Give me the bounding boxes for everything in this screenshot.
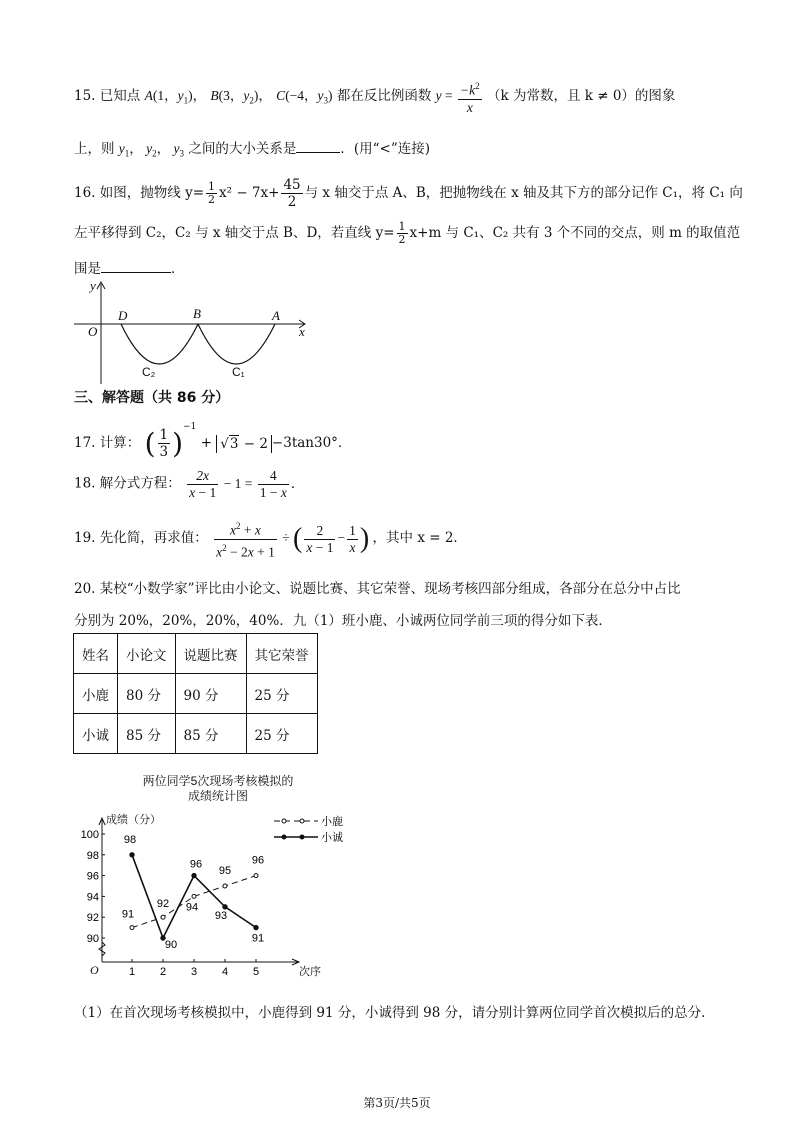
chart-title-line1: 两位同学5次现场考核模拟的 xyxy=(142,774,294,788)
curve-c2 xyxy=(121,324,198,364)
q19-tail: ，其中 x = 2． xyxy=(372,530,467,547)
point-b: B(3，$y_2$) xyxy=(210,87,259,106)
table-header: 姓名 xyxy=(74,634,118,674)
q19 xyxy=(74,518,467,560)
q15-line1: 15. 已知点 A(1，$y_1$)， B(3，$y_2$)， C(−4，$y_3$) 都在反比例函数 y = $\frac{-k^2}{x}$ （k 为常数，且 k ≠ 0）的图象 xyxy=(74,78,675,116)
point-a-label: A xyxy=(272,308,280,323)
data-point xyxy=(254,925,258,929)
point-d-label: D xyxy=(118,308,128,323)
origin-label: O xyxy=(88,324,98,339)
q15-line2 xyxy=(74,137,430,159)
question-number: 18. xyxy=(74,475,96,492)
chart-origin-label: O xyxy=(90,963,99,977)
data-point xyxy=(130,926,134,930)
q20-sub1-text: （1）在首次现场考核模拟中，小鹿得到 91 分，小诚得到 98 分，请分别计算两位同学首次模拟后的总分. xyxy=(74,1005,706,1021)
q15-text: 上，则 xyxy=(74,141,115,157)
q17: 17. 计算： ( $\frac{1}{3}$ )$^{-1}$ + √3 − 2 −3tan30°． xyxy=(74,422,352,460)
table-row xyxy=(74,714,318,754)
data-label: 96 xyxy=(189,858,203,871)
q20-line2 xyxy=(74,609,612,629)
table-header: 小论文 xyxy=(118,634,176,674)
q16-text: ． xyxy=(171,261,185,277)
fraction-half: $\frac{1}{2}$ xyxy=(398,220,406,246)
q15-text: 都在反比例函数 xyxy=(336,87,432,104)
data-point xyxy=(130,853,134,857)
data-point xyxy=(192,894,196,898)
table-cell: 85 分 xyxy=(118,714,176,754)
q19-label: 先化简，再求值： xyxy=(99,530,208,547)
data-label: 91 xyxy=(251,932,265,945)
q18-label: 解分式方程： xyxy=(99,475,181,492)
data-label: 90 xyxy=(164,939,178,951)
question-number: 19. xyxy=(74,530,96,547)
x-tick-label: 2 xyxy=(159,966,167,978)
exponent: −1 xyxy=(183,422,197,432)
curve-c2-label: C₂ xyxy=(142,365,156,379)
q16-line3 xyxy=(74,257,185,277)
legend-marker xyxy=(282,819,286,823)
data-label: 91 xyxy=(121,908,135,921)
q16-text: x+m 与 C₁、C₂ 共有 3 个不同的交点，则 m 的取值范 xyxy=(409,225,741,241)
curve-c1-label: C₁ xyxy=(232,365,245,379)
q16-line1 xyxy=(74,177,743,210)
question-number: 17. xyxy=(74,435,96,451)
data-point xyxy=(254,874,258,878)
table-header-row xyxy=(74,634,318,674)
q16-line2 xyxy=(74,221,740,246)
table-header: 其它荣誉 xyxy=(246,634,317,674)
x-tick-label: 1 xyxy=(128,966,136,978)
q15-text: 已知点 xyxy=(99,87,141,104)
answer-blank[interactable] xyxy=(296,152,340,153)
paren-open: ( xyxy=(144,427,156,460)
inverse-function: y = $\frac{-k^2}{x}$ xyxy=(436,88,487,103)
table-row xyxy=(74,674,318,714)
point-c: C(−4，$y_3$) xyxy=(276,87,333,106)
table-header: 说题比赛 xyxy=(175,634,246,674)
y-tick-label: 100 xyxy=(80,829,99,841)
answer-blank[interactable] xyxy=(101,272,171,273)
page-footer: 第3页/共5页 xyxy=(363,1096,431,1110)
q16-text: 与 x 轴交于点 A、B，把抛物线在 x 轴及其下方的部分记作 C₁，将 C₁ 向 xyxy=(304,185,743,201)
data-point xyxy=(223,905,227,909)
y-tick-label: 94 xyxy=(86,891,99,904)
table-cell: 25 分 xyxy=(246,714,317,754)
expression: $\frac{x^2 + x}{x^2 - 2x + 1}$ ÷ ( $\frac{2}{x - 1}$ − $\frac{1}{x}$ ) xyxy=(212,530,372,545)
q20-text: 某校“小数学家”评比由小论文、说题比赛、其它荣誉、现场考核四部分组成，各部分在总分中占比 xyxy=(99,581,681,597)
y-values: $y_1$， $y_2$， $y_3$ xyxy=(118,141,185,159)
data-label: 92 xyxy=(156,898,170,911)
x-axis-label: x xyxy=(299,324,305,339)
table-cell: 小诚 xyxy=(74,714,118,754)
legend-marker xyxy=(282,835,286,839)
q20-line1 xyxy=(74,577,681,597)
data-point xyxy=(192,873,196,877)
y-axis-title: 成绩（分） xyxy=(106,814,161,826)
section-title: 三、解答题（共 86 分） xyxy=(74,390,230,406)
point-a: A(1，$y_1$) xyxy=(144,87,193,106)
q16-text: x² − 7x+ xyxy=(219,185,280,201)
y-tick-label: 92 xyxy=(86,912,99,925)
chart-title-line2: 成绩统计图 xyxy=(187,789,249,803)
q16-text: 如图，抛物线 y= xyxy=(99,185,205,201)
data-label: 96 xyxy=(251,854,265,867)
question-number: 20. xyxy=(74,581,96,597)
q15-text: 之间的大小关系是 xyxy=(188,141,297,157)
y-tick-label: 98 xyxy=(86,849,99,862)
x-tick-label: 5 xyxy=(252,966,260,978)
table-cell: 90 分 xyxy=(175,674,246,714)
q17-tail: −3tan30°． xyxy=(271,435,352,451)
question-number: 15. xyxy=(74,87,96,104)
equation: $\frac{2x}{x - 1}$ − 1 = $\frac{4}{1 - x}$ ． xyxy=(189,468,305,500)
y-axis-label: y xyxy=(90,278,96,293)
q15-text: ．(用“<”连接) xyxy=(340,141,430,157)
q18 xyxy=(74,468,304,501)
fraction-one-third: $\frac{1}{3}$ xyxy=(159,427,169,460)
data-label: 98 xyxy=(123,833,137,846)
q20-text: 分别为 20%，20%，20%，40%．九（1）班小鹿、小诚两位同学前三项的得分如下表． xyxy=(74,613,612,629)
legend-marker xyxy=(300,835,304,839)
score-line-chart xyxy=(70,770,370,980)
data-label: 93 xyxy=(214,909,228,922)
absolute-value: √3 − 2 xyxy=(216,435,272,453)
fraction-half: $\frac{1}{2}$ xyxy=(208,180,216,206)
point-b-label: B xyxy=(193,306,201,321)
table-cell: 小鹿 xyxy=(74,674,118,714)
fraction-45-2: $\frac{45}{2}$ xyxy=(283,177,301,210)
q17-label: 计算： xyxy=(99,435,141,451)
x-tick-label: 3 xyxy=(190,966,198,978)
x-tick-label: 4 xyxy=(221,966,229,978)
y-tick-label: 96 xyxy=(86,870,99,883)
x-axis-title: 次序 xyxy=(299,966,321,978)
q16-text: 围是 xyxy=(74,261,101,277)
data-point xyxy=(223,884,227,888)
q16-text: 左平移得到 C₂，C₂ 与 x 轴交于点 B、D，若直线 y= xyxy=(74,225,395,241)
legend-label: 小诚 xyxy=(321,832,343,844)
table-cell: 25 分 xyxy=(246,674,317,714)
data-label: 94 xyxy=(185,901,199,914)
legend-marker xyxy=(300,819,304,823)
q15-text: （k 为常数，且 k ≠ 0）的图象 xyxy=(487,87,676,104)
question-number: 16. xyxy=(74,185,96,201)
curve-c1 xyxy=(198,324,275,364)
score-table xyxy=(73,633,318,754)
data-point xyxy=(161,915,165,919)
paren-close: ) xyxy=(172,427,184,460)
q20-sub1 xyxy=(74,1001,705,1021)
y-tick-label: 90 xyxy=(86,933,99,945)
table-cell: 80 分 xyxy=(118,674,176,714)
table-cell: 85 分 xyxy=(175,714,246,754)
parabola-figure xyxy=(66,278,316,386)
legend-label: 小鹿 xyxy=(321,816,343,828)
data-label: 95 xyxy=(218,865,232,877)
